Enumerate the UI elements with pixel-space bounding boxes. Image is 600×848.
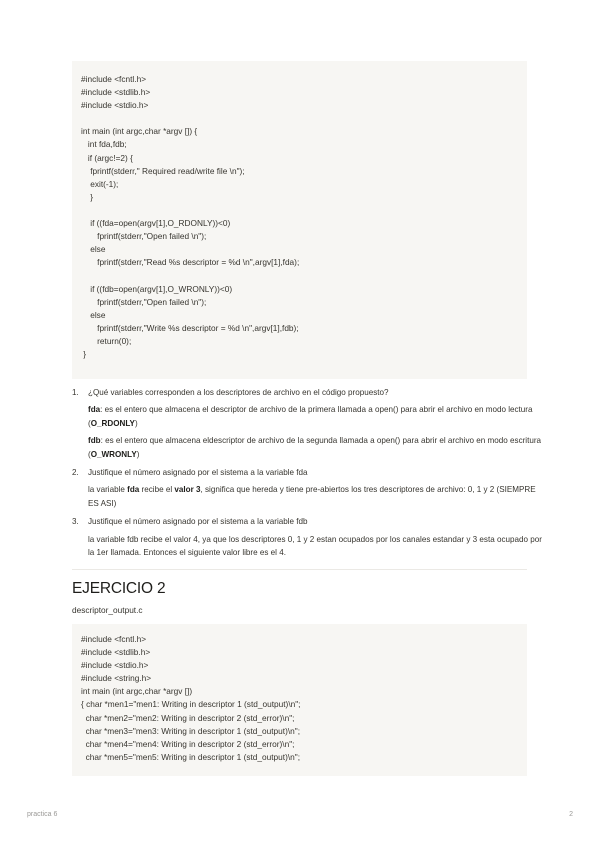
footer-document-title: practica 6	[27, 811, 58, 818]
answer-paragraph	[88, 434, 548, 461]
question-item	[72, 386, 548, 461]
code-line: return(0);	[81, 335, 132, 346]
section-heading: EJERCICIO 2	[72, 580, 166, 597]
code-block-read-write	[72, 61, 527, 379]
code-block-descriptor-output	[72, 624, 527, 776]
code-line: char *men3="men3: Writing in descriptor 1 (std_output)\n";	[81, 725, 301, 736]
code-line	[81, 269, 527, 282]
code-line: fprintf(stderr,"Open failed \n");	[81, 296, 207, 307]
code-line: #include <stdlib.h>	[81, 87, 151, 98]
flag-name: O_RDONLY	[90, 418, 135, 428]
code-line: }	[81, 191, 93, 202]
answer-block	[88, 403, 548, 461]
answer-text-end: )	[136, 449, 140, 459]
code-line: int main (int argc,char *argv [])	[81, 686, 193, 697]
code-line: fprintf(stderr,"Read %s descriptor = %d \n",argv[1],fda);	[81, 257, 300, 268]
variable-name: fdb	[88, 436, 101, 446]
variable-name: fda	[88, 405, 101, 415]
answer-text: : es el entero que almacena el descriptor de archivo de la primera llamada a open() para abrir el archivo en modo lectura (	[88, 405, 533, 428]
value-highlight: valor 3	[174, 485, 201, 495]
answer-text: : es el entero que almacena eldescriptor de archivo de la segunda llamada a open() para abrir el archivo en modo escritura (	[88, 436, 542, 459]
code-line: if ((fda=open(argv[1],O_RDONLY))<0)	[81, 218, 231, 229]
answer-text: recibe el	[139, 485, 175, 495]
code-line: if ((fdb=open(argv[1],O_WRONLY))<0)	[81, 283, 233, 294]
code-line: char *men5="men5: Writing in descriptor 1 (std_output)\n";	[81, 751, 301, 762]
code-line: #include <fcntl.h>	[81, 74, 147, 84]
question-list	[72, 386, 548, 564]
code-line: #include <fcntl.h>	[81, 634, 147, 644]
answer-text: , significa que hereda y tiene pre-abiertos los tres descriptores de archivo: 0, 1 y 2 (SIEMPRE ES ASI)	[88, 485, 536, 508]
flag-name: O_WRONLY	[90, 449, 137, 459]
file-name-label: descriptor_output.c	[72, 605, 143, 615]
code-line: { char *men1="men1: Writing in descriptor 1 (std_output)\n";	[81, 699, 301, 710]
answer-text: la variable	[88, 485, 128, 495]
answer-paragraph	[88, 483, 548, 510]
question-text: ¿Qué variables corresponden a los descriptores de archivo en el código propuesto?	[88, 388, 389, 397]
code-line: exit(-1);	[81, 178, 119, 189]
answer-text-end: )	[134, 418, 138, 428]
code-line: if (argc!=2) {	[81, 152, 133, 163]
code-line: fprintf(stderr," Required read/write file \n");	[81, 165, 245, 176]
question-item	[72, 515, 548, 559]
divider	[72, 569, 527, 570]
code-line: #include <string.h>	[81, 673, 152, 684]
footer-page-number: 2	[569, 811, 573, 818]
code-line: else	[81, 309, 106, 320]
answer-block	[88, 533, 548, 560]
code-line	[81, 112, 527, 125]
code-line: int main (int argc,char *argv []) {	[81, 126, 198, 137]
code-line: #include <stdlib.h>	[81, 647, 151, 658]
question-text: Justifique el número asignado por el sistema a la variable fdb	[88, 517, 308, 527]
answer-block	[88, 483, 548, 510]
answer-paragraph	[88, 403, 548, 430]
code-line: char *men2="men2: Writing in descriptor 2 (std_error)\n";	[81, 712, 295, 723]
code-line	[81, 204, 527, 217]
code-line: else	[81, 244, 106, 255]
code-line: fprintf(stderr,"Write %s descriptor = %d \n",argv[1],fdb);	[81, 322, 299, 333]
question-number: 2.	[72, 468, 79, 478]
variable-name: fda	[127, 485, 140, 495]
code-line: fprintf(stderr,"Open failed \n");	[81, 231, 207, 242]
code-line: }	[81, 348, 87, 359]
code-line: #include <stdio.h>	[81, 100, 149, 111]
question-number: 1.	[72, 388, 79, 397]
question-number: 3.	[72, 517, 79, 527]
question-item	[72, 466, 548, 510]
code-line: #include <stdio.h>	[81, 660, 149, 671]
code-line: char *men4="men4: Writing in descriptor 2 (std_error)\n";	[81, 738, 295, 749]
answer-paragraph: la variable fdb recibe el valor 4, ya que los descriptores 0, 1 y 2 estan ocupados por los canales estandar y 3 esta ocupado por la 1er llamada. Entonces el siguiente valor libre es el 4.	[88, 534, 542, 558]
question-text: Justifique el número asignado por el sistema a la variable fda	[88, 468, 308, 478]
code-line: int fda,fdb;	[81, 139, 127, 150]
